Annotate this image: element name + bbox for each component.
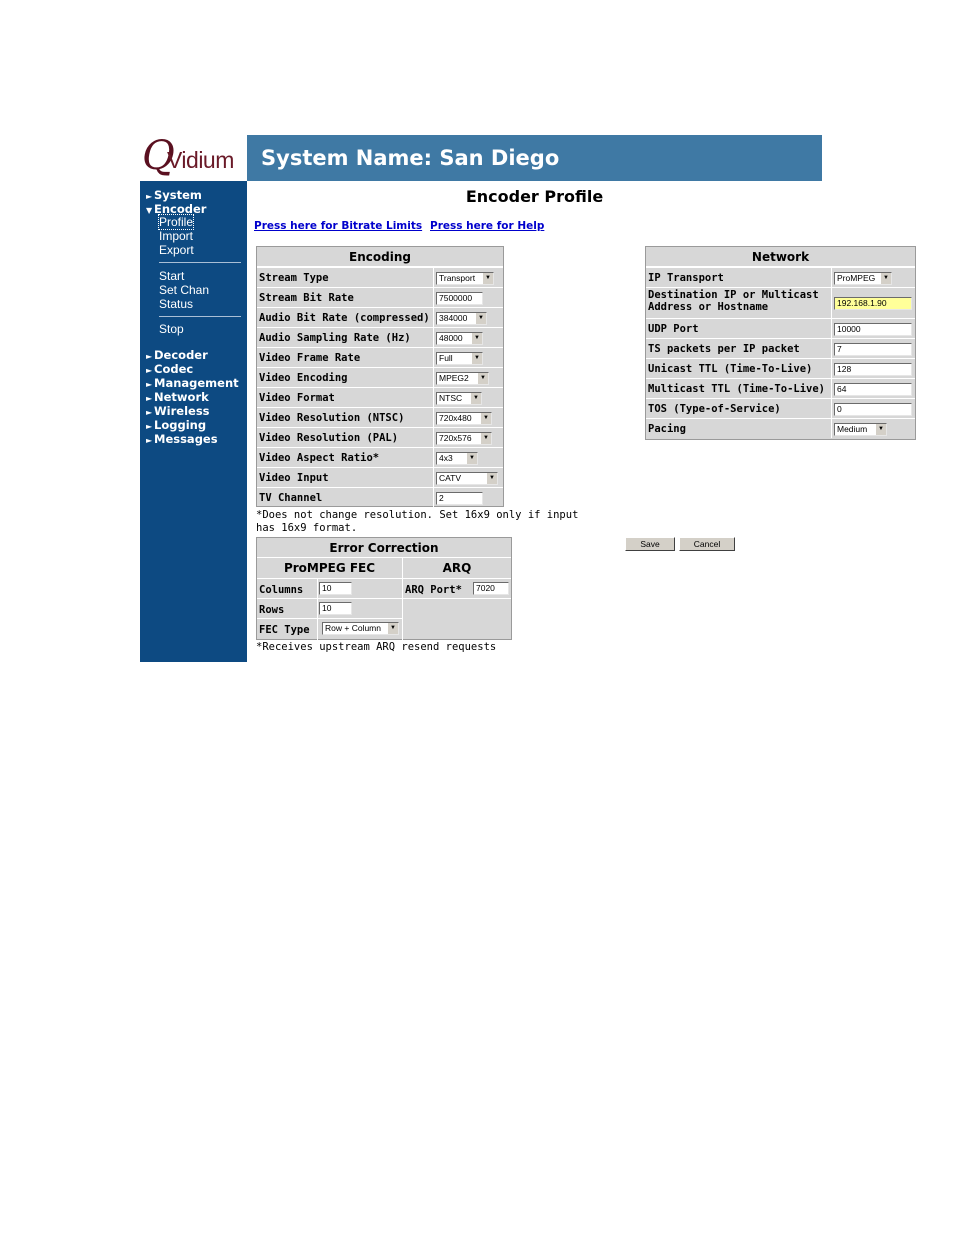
dropdown-arrow-icon: ▼ [475, 313, 486, 324]
row-divider [257, 327, 503, 328]
video-resolution-pal-value: 720x576 [439, 432, 472, 443]
column-divider [433, 427, 434, 447]
destination-ip-or-multicast-label-line: Address or Hostname [648, 301, 769, 313]
main-content [247, 181, 889, 662]
audio-sampling-rate-hz-value: 48000 [439, 332, 463, 343]
video-resolution-pal-label: Video Resolution (PAL) [259, 432, 399, 444]
column-divider [433, 347, 434, 367]
arq-title: ARQ [442, 561, 472, 575]
column-divider [433, 407, 434, 427]
column-divider [433, 287, 434, 307]
sidebar-sub-status[interactable]: Status [159, 297, 194, 311]
arrow-right-icon: ► [146, 192, 153, 201]
arq-note: *Receives upstream ARQ resend requests [256, 641, 497, 653]
dropdown-arrow-icon: ▼ [477, 373, 488, 384]
row-divider [257, 407, 503, 408]
column-divider [433, 467, 434, 487]
row-divider [257, 427, 503, 428]
video-input-label: Video Input [259, 472, 329, 484]
fec-type-label: FEC Type [259, 624, 310, 636]
sidebar-sub-export[interactable]: Export [159, 243, 194, 257]
bitrate-limits-link[interactable]: Press here for Bitrate Limits [254, 220, 423, 232]
column-divider [831, 287, 832, 318]
column-divider [433, 367, 434, 387]
column-divider [433, 487, 434, 507]
audio-bit-rate-compressed-select[interactable] [436, 312, 487, 325]
sidebar-divider [159, 262, 241, 263]
video-encoding-label: Video Encoding [259, 372, 348, 384]
video-frame-rate-select[interactable] [436, 352, 483, 365]
sidebar-sub-stop[interactable]: Stop [159, 322, 184, 336]
aspect-ratio-note-line: *Does not change resolution. Set 16x9 only if input [256, 509, 579, 521]
fec-type-select[interactable] [322, 622, 399, 635]
destination-ip-or-multicast-label-line: Destination IP or Multicast [648, 289, 819, 301]
stream-bit-rate-input[interactable]: 7500000 [436, 292, 483, 305]
dropdown-arrow-icon: ▼ [480, 433, 491, 444]
aspect-ratio-note-line: has 16x9 format. [256, 522, 358, 534]
column-divider [433, 387, 434, 407]
sidebar-divider [159, 316, 241, 317]
arrow-right-icon: ► [146, 380, 153, 389]
row-divider [257, 487, 503, 488]
sidebar-sub-start[interactable]: Start [159, 269, 185, 283]
column-divider [831, 338, 832, 358]
column-divider [831, 398, 832, 418]
row-divider [257, 447, 503, 448]
row-divider [257, 467, 503, 468]
sidebar-item-label: Management [154, 376, 239, 390]
sidebar-item-label: Messages [154, 432, 218, 446]
rows-label: Rows [259, 604, 285, 616]
network-panel-title: Network [646, 248, 915, 267]
ip-transport-select[interactable] [834, 272, 892, 285]
video-resolution-ntsc-value: 720x480 [439, 412, 472, 423]
row-divider [257, 618, 402, 619]
row-divider [646, 287, 915, 288]
system-name-title: System Name: San Diego [261, 146, 560, 170]
dropdown-arrow-icon: ▼ [387, 623, 398, 634]
multicast-ttl-time-to-live-label: Multicast TTL (Time-To-Live) [648, 383, 826, 395]
video-input-select[interactable] [436, 472, 498, 485]
dropdown-arrow-icon: ▼ [471, 353, 482, 364]
row-divider [257, 598, 402, 599]
dropdown-arrow-icon: ▼ [482, 273, 493, 284]
sidebar-item-label: Logging [154, 418, 207, 432]
rows-input[interactable]: 10 [319, 602, 352, 615]
column-divider [402, 558, 403, 640]
video-frame-rate-label: Video Frame Rate [259, 352, 361, 364]
row-divider [257, 578, 511, 579]
tos-type-of-service-label: TOS (Type-of-Service) [648, 403, 781, 415]
arq-port-input[interactable]: 7020 [473, 582, 509, 595]
column-divider [831, 318, 832, 338]
sidebar-item-label: System [154, 188, 202, 202]
dropdown-arrow-icon: ▼ [480, 413, 491, 424]
app-frame [140, 133, 889, 662]
column-divider [433, 327, 434, 347]
video-encoding-select[interactable] [436, 372, 489, 385]
help-link[interactable]: Press here for Help [430, 220, 545, 232]
audio-sampling-rate-hz-label: Audio Sampling Rate (Hz) [259, 332, 411, 344]
row-divider [646, 418, 915, 419]
column-divider [433, 447, 434, 467]
destination-ip-or-multicast-input[interactable]: 192.168.1.90 [834, 297, 912, 310]
audio-bit-rate-compressed-label: Audio Bit Rate (compressed) [259, 312, 430, 324]
ip-transport-value: ProMPEG [837, 272, 876, 283]
fec-type-value: Row + Column [325, 623, 381, 633]
column-divider [831, 378, 832, 398]
row-divider [403, 598, 511, 599]
unicast-ttl-time-to-live-input[interactable]: 128 [834, 363, 912, 376]
page-title: Encoder Profile [465, 187, 604, 206]
column-divider [433, 267, 434, 287]
destination-ip-or-multicast-label [648, 289, 819, 313]
row-divider [257, 267, 503, 268]
video-aspect-ratio-label: Video Aspect Ratio* [259, 452, 380, 464]
video-format-select[interactable] [436, 392, 482, 405]
stream-type-value: Transport [439, 272, 476, 283]
qvidium-logo [140, 135, 247, 181]
arq-port-label: ARQ Port* [405, 584, 462, 596]
dropdown-arrow-icon: ▼ [486, 473, 497, 484]
unicast-ttl-time-to-live-label: Unicast TTL (Time-To-Live) [648, 363, 813, 375]
video-aspect-ratio-select[interactable] [436, 452, 478, 465]
error-correction-panel [256, 537, 512, 640]
column-divider [831, 267, 832, 287]
prompeg-fec-title: ProMPEG FEC [283, 561, 376, 575]
arrow-right-icon: ► [146, 436, 153, 445]
multicast-ttl-time-to-live-input[interactable]: 64 [834, 383, 912, 396]
ip-transport-label: IP Transport [648, 272, 724, 284]
video-resolution-pal-select[interactable] [436, 432, 492, 445]
sidebar-sub-import[interactable]: Import [159, 229, 194, 243]
arrow-down-icon: ▼ [146, 206, 153, 215]
video-encoding-value: MPEG2 [439, 372, 469, 383]
logo-q-mark: Q [142, 133, 175, 179]
stream-bit-rate-label: Stream Bit Rate [259, 292, 354, 304]
row-divider [646, 318, 915, 319]
video-frame-rate-value: Full [439, 352, 453, 363]
row-divider [646, 358, 915, 359]
dropdown-arrow-icon: ▼ [880, 273, 891, 284]
aspect-ratio-note [256, 509, 578, 535]
tos-type-of-service-input[interactable]: 0 [834, 403, 912, 416]
row-divider [257, 287, 503, 288]
tv-channel-input[interactable]: 2 [436, 492, 483, 505]
sidebar-item-messages[interactable] [146, 432, 218, 448]
sidebar-sub-set-chan[interactable]: Set Chan [159, 283, 210, 297]
sidebar-sub-profile[interactable]: Profile [159, 215, 194, 229]
columns-input[interactable]: 10 [319, 582, 352, 595]
pacing-label: Pacing [648, 423, 686, 435]
udp-port-label: UDP Port [648, 323, 699, 335]
arrow-right-icon: ► [146, 422, 153, 431]
sidebar-item-label: Wireless [154, 404, 210, 418]
sidebar-item-label: Decoder [154, 348, 208, 362]
audio-bit-rate-compressed-value: 384000 [439, 312, 468, 323]
pacing-select[interactable] [834, 423, 887, 436]
stream-type-select[interactable] [436, 272, 494, 285]
column-divider [433, 307, 434, 327]
tv-channel-label: TV Channel [259, 492, 323, 504]
arrow-right-icon: ► [146, 394, 153, 403]
video-format-label: Video Format [259, 392, 335, 404]
video-resolution-ntsc-label: Video Resolution (NTSC) [259, 412, 405, 424]
columns-label: Columns [259, 584, 304, 596]
dropdown-arrow-icon: ▼ [466, 453, 477, 464]
row-divider [646, 378, 915, 379]
arrow-right-icon: ► [146, 366, 153, 375]
column-divider [831, 358, 832, 378]
dropdown-arrow-icon: ▼ [471, 333, 482, 344]
video-input-value: CATV [439, 472, 462, 483]
sidebar-nav [140, 181, 247, 662]
video-format-value: NTSC [439, 392, 463, 403]
row-divider [257, 347, 503, 348]
ts-packets-per-ip-packet-label: TS packets per IP packet [648, 343, 800, 355]
save-button[interactable]: Save [625, 537, 675, 551]
row-divider [257, 367, 503, 368]
udp-port-input[interactable]: 10000 [834, 323, 912, 336]
sidebar-item-label: Encoder [154, 202, 207, 216]
row-divider [257, 307, 503, 308]
dropdown-arrow-icon: ▼ [470, 393, 481, 404]
arrow-right-icon: ► [146, 352, 153, 361]
audio-sampling-rate-hz-select[interactable] [436, 332, 483, 345]
column-divider [317, 578, 318, 640]
pacing-value: Medium [837, 423, 868, 434]
row-divider [646, 338, 915, 339]
error-correction-title: Error Correction [257, 539, 511, 558]
logo-text: Vidium [167, 147, 234, 173]
column-divider [831, 418, 832, 438]
encoding-panel-title: Encoding [257, 248, 503, 267]
dropdown-arrow-icon: ▼ [875, 424, 886, 435]
row-divider [646, 267, 915, 268]
row-divider [257, 387, 503, 388]
network-panel [645, 246, 916, 440]
stream-type-label: Stream Type [259, 272, 329, 284]
sidebar-item-label: Network [154, 390, 209, 404]
cancel-button[interactable]: Cancel [679, 537, 735, 551]
arrow-right-icon: ► [146, 408, 153, 417]
video-aspect-ratio-value: 4x3 [439, 452, 453, 463]
sidebar-item-label: Codec [154, 362, 194, 376]
ts-packets-per-ip-packet-input[interactable]: 7 [834, 343, 912, 356]
encoding-panel [256, 246, 504, 507]
page-header [247, 135, 822, 181]
row-divider [646, 398, 915, 399]
video-resolution-ntsc-select[interactable] [436, 412, 492, 425]
